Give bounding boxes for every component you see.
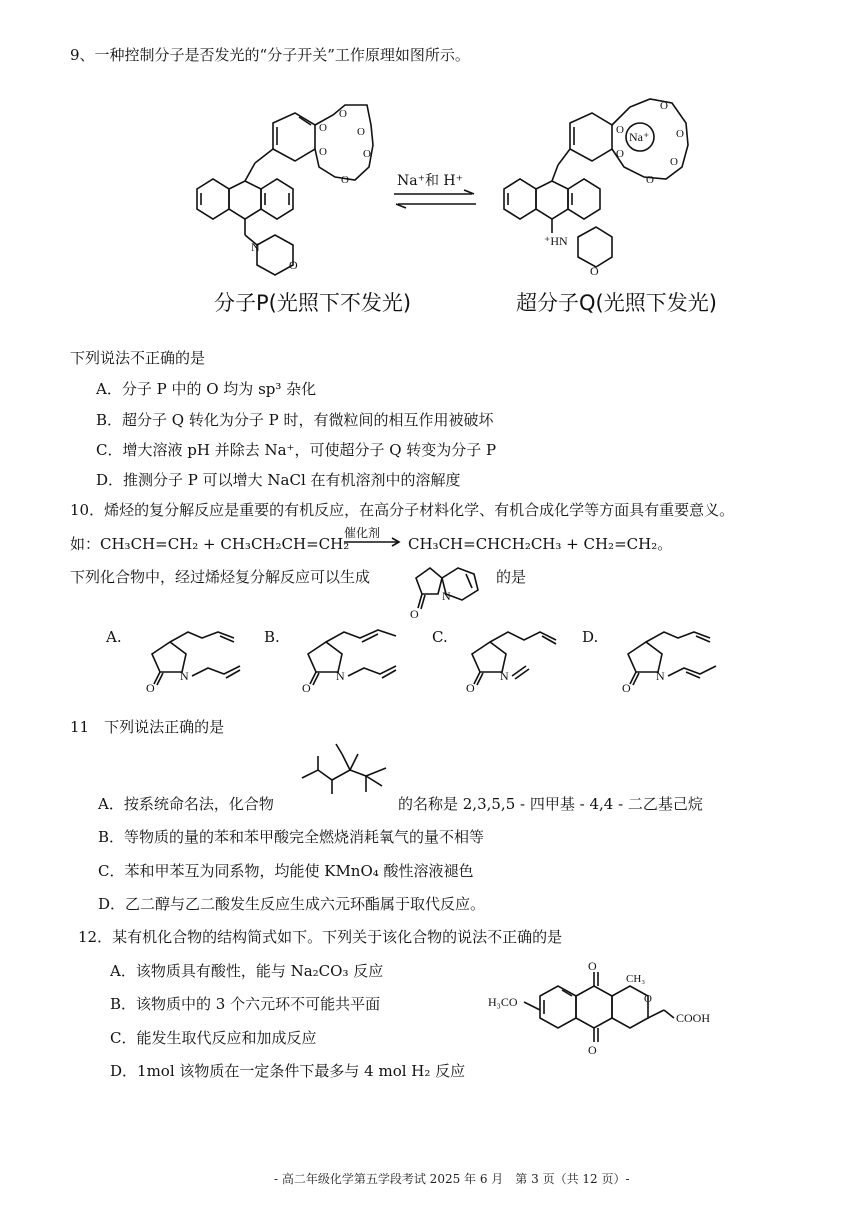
q10-option-b-structure xyxy=(296,624,416,696)
q11-option-a-tail: 的名称是 2,3,5,5 - 四甲基 - 4,4 - 二乙基己烷 xyxy=(398,795,703,813)
q10-option-a-label: A. xyxy=(106,628,122,646)
svg-text:O: O xyxy=(319,146,327,158)
q11-option-c: C．苯和甲苯互为同系物，均能使 KMnO₄ 酸性溶液褪色 xyxy=(98,862,474,880)
svg-text:O: O xyxy=(616,124,624,136)
q11-stem: 11 下列说法正确的是 xyxy=(70,718,225,736)
q12-option-b: B．该物质中的 3 个六元环不可能共平面 xyxy=(110,995,381,1013)
catalyst-label: 催化剂 xyxy=(344,526,381,540)
q12-label-och3: H₃CO xyxy=(488,995,518,1009)
q9-option-a: A．分子 P 中的 O 均为 sp³ 杂化 xyxy=(96,380,317,398)
q12-label-o-ring: O xyxy=(644,993,652,1005)
svg-text:Na⁺: Na⁺ xyxy=(629,130,650,144)
q10-example-left: 如：CH₃CH=CH₂ + CH₃CH₂CH=CH₂ xyxy=(70,535,350,553)
q9-option-d: D．推测分子 P 可以增大 NaCl 在有机溶剂中的溶解度 xyxy=(96,471,461,489)
svg-text:N: N xyxy=(180,669,189,683)
svg-text:O: O xyxy=(146,681,155,695)
svg-text:O: O xyxy=(616,148,624,160)
target-bicyclic-lactam xyxy=(406,556,496,620)
caption-p: 分子P(光照下不发光) xyxy=(214,291,412,315)
q10-example-right: CH₃CH=CHCH₂CH₃ + CH₂=CH₂。 xyxy=(408,535,673,553)
q10-option-a-structure xyxy=(140,624,250,696)
svg-text:N: N xyxy=(251,240,260,254)
q12-option-c: C．能发生取代反应和加成反应 xyxy=(110,1029,317,1047)
q10-option-d-label: D. xyxy=(582,628,599,646)
molecule-p xyxy=(185,85,385,285)
svg-text:N: N xyxy=(442,589,451,603)
q10-option-c-label: C. xyxy=(432,628,448,646)
svg-text:N: N xyxy=(500,669,509,683)
q9-stem: 9、一种控制分子是否发光的“分子开关”工作原理如图所示。 xyxy=(70,46,470,64)
svg-text:O: O xyxy=(302,681,311,695)
arrow-label: Na⁺和 H⁺ xyxy=(397,173,464,189)
q10-stem: 10．烯烃的复分解反应是重要的有机反应，在高分子材料化学、有机合成化学等方面具有重要意义。 xyxy=(70,501,735,519)
svg-text:O: O xyxy=(357,126,365,138)
svg-text:O: O xyxy=(590,264,599,278)
q12-option-a: A．该物质具有酸性，能与 Na₂CO₃ 反应 xyxy=(110,962,384,980)
q9-prompt: 下列说法不正确的是 xyxy=(70,349,206,367)
q11-option-d: D．乙二醇与乙二酸发生反应生成六元环酯属于取代反应。 xyxy=(98,895,486,913)
equilibrium-arrows xyxy=(390,188,480,210)
q12-structure xyxy=(486,959,711,1072)
svg-text:O: O xyxy=(622,681,631,695)
svg-text:O: O xyxy=(670,156,678,168)
svg-text:O: O xyxy=(410,607,419,621)
svg-text:N: N xyxy=(656,669,665,683)
page-footer: - 高二年级化学第五学段考试 2025 年 6 月 第 3 页（共 12 页）- xyxy=(274,1172,630,1186)
svg-text:⁺HN: ⁺HN xyxy=(544,234,568,248)
q10-option-d-structure xyxy=(616,624,736,696)
q12-label-ch3: CH₃ xyxy=(626,973,646,985)
svg-text:O: O xyxy=(660,100,668,112)
svg-text:O: O xyxy=(341,174,349,186)
q12-label-cooh: COOH xyxy=(676,1011,711,1025)
svg-text:O: O xyxy=(339,108,347,120)
svg-text:O: O xyxy=(363,148,371,160)
q10-prompt-before: 下列化合物中，经过烯烃复分解反应可以生成 xyxy=(70,568,371,586)
q10-prompt-after: 的是 xyxy=(496,568,527,586)
q11-alkane-skeleton xyxy=(296,740,396,810)
reaction-arrow xyxy=(342,536,402,548)
q12-label-o-bottom: O xyxy=(588,1043,597,1057)
svg-text:O: O xyxy=(319,122,327,134)
q9-option-b: B．超分子 Q 转化为分子 P 时，有微粒间的相互作用被破坏 xyxy=(96,411,494,429)
svg-text:O: O xyxy=(289,258,298,272)
caption-q: 超分子Q(光照下发光) xyxy=(516,291,717,315)
q10-option-c-structure xyxy=(460,624,580,696)
q12-option-d: D．1mol 该物质在一定条件下最多与 4 mol H₂ 反应 xyxy=(110,1062,466,1080)
q12-label-o-top: O xyxy=(588,959,597,973)
supramolecule-q xyxy=(500,85,700,285)
q10-option-b-label: B. xyxy=(264,628,280,646)
q12-stem: 12．某有机化合物的结构简式如下。下列关于该化合物的说法不正确的是 xyxy=(78,928,563,946)
svg-text:O: O xyxy=(676,128,684,140)
q9-option-c: C．增大溶液 pH 并除去 Na⁺，可使超分子 Q 转变为分子 P xyxy=(96,441,497,459)
svg-text:N: N xyxy=(336,669,345,683)
svg-text:O: O xyxy=(646,174,654,186)
svg-text:O: O xyxy=(466,681,475,695)
q11-option-a: A．按系统命名法，化合物 xyxy=(98,795,274,813)
q11-option-b: B．等物质的量的苯和苯甲酸完全燃烧消耗氧气的量不相等 xyxy=(98,828,485,846)
